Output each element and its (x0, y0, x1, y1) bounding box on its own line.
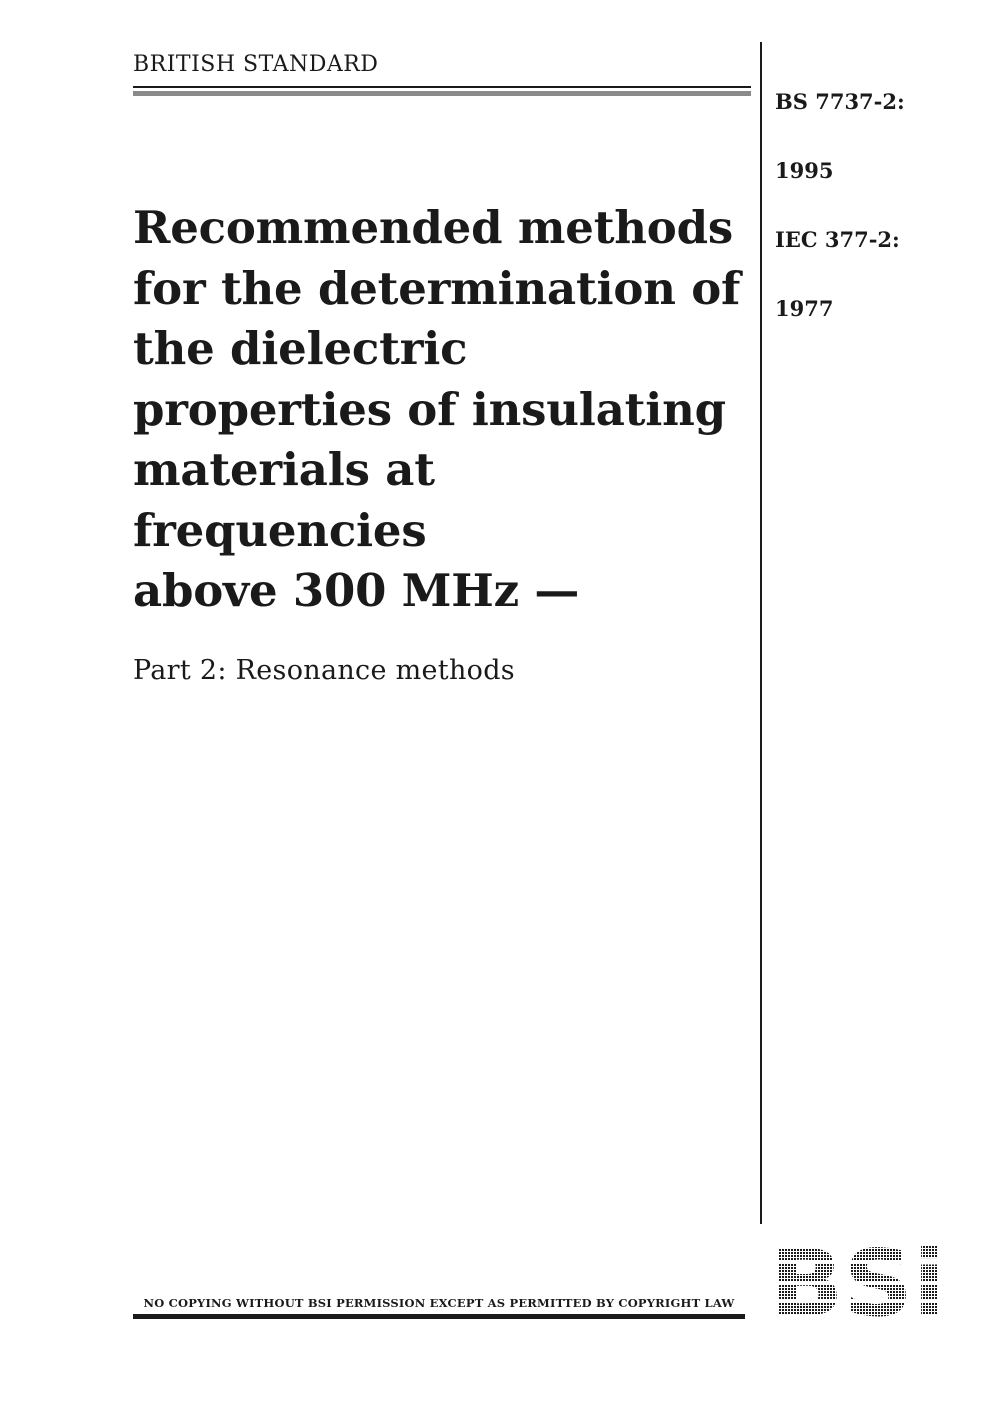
title-line: frequencies (133, 503, 427, 557)
standard-year-iec: 1977 (775, 296, 834, 321)
footer-rule (133, 1314, 745, 1319)
standard-numbers (775, 44, 905, 343)
title-line: properties of insulating (133, 382, 726, 436)
standard-number-bs: BS 7737-2: (775, 89, 905, 114)
title-line: for the determination of (133, 261, 741, 315)
document-title (133, 198, 753, 622)
standard-number-iec: IEC 377-2: (775, 227, 900, 252)
title-line: above 300 MHz — (133, 564, 580, 617)
standard-year-bs: 1995 (775, 158, 834, 183)
title-line: materials at (133, 443, 435, 496)
copyright-notice: NO COPYING WITHOUT BSI PERMISSION EXCEPT AS PERMITTED BY COPYRIGHT LAW (143, 1296, 735, 1310)
column-divider (760, 42, 762, 1224)
bsi-logo-icon (770, 1243, 946, 1319)
title-line: the dielectric (133, 322, 468, 375)
series-label: BRITISH STANDARD (133, 52, 379, 77)
part-subtitle: Part 2: Resonance methods (133, 655, 515, 686)
title-line: Recommended methods (133, 201, 734, 254)
header-rule (133, 86, 751, 96)
